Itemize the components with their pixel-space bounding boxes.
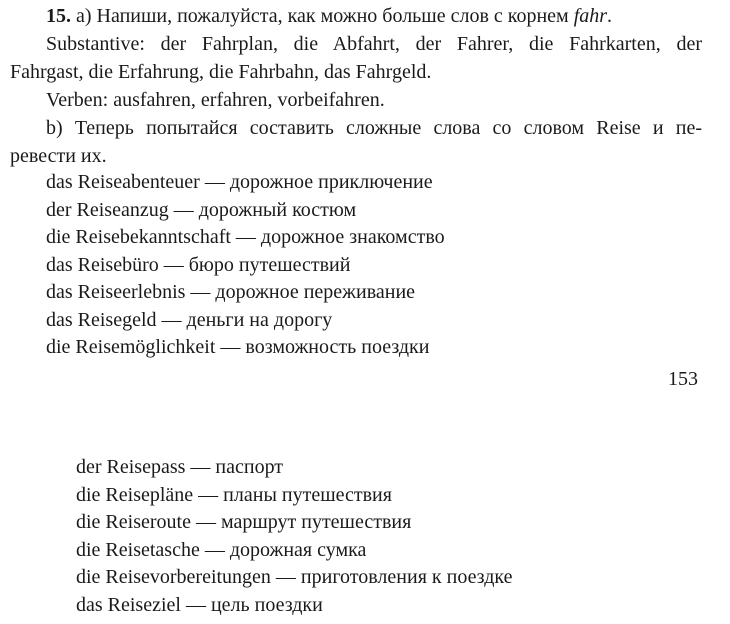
vocab-item: der Reisepass — паспорт xyxy=(76,456,284,478)
vocab-item: die Reisemöglichkeit — возможность поездки xyxy=(46,336,430,358)
verben-line: Verben: ausfahren, erfahren, vorbeifahren. xyxy=(46,89,385,111)
vocab-item: das Reiseabenteuer — дорожное приключение xyxy=(46,171,433,193)
part-b-line-1: b) Теперь попытайся составить сложные слова со словом Reise и пе- xyxy=(46,117,702,139)
page-number: 153 xyxy=(668,368,698,390)
vocab-item: die Reiseroute — маршрут путешествия xyxy=(76,511,412,533)
vocab-item: das Reisegeld — деньги на дорогу xyxy=(46,308,333,331)
part-b-line-2: ревести их. xyxy=(10,145,107,167)
vocab-item: das Reiseziel — цель поездки xyxy=(76,593,323,616)
vocab-list-page-1 xyxy=(46,170,445,363)
vocab-item: das Reisebüro — бюро путешествий xyxy=(46,253,351,276)
substantive-line-2: Fahrgast, die Erfahrung, die Fahrbahn, das Fahrgeld. xyxy=(10,61,432,83)
exercise-number: 15. xyxy=(46,5,71,27)
vocab-item: der Reiseanzug — дорожный костюм xyxy=(46,198,357,221)
substantive-line-1: Substantive: der Fahrplan, die Abfahrt, der Fahrer, die Fahrkarten, der xyxy=(46,33,702,55)
root-word: fahr xyxy=(573,5,608,27)
exercise-heading xyxy=(46,4,612,28)
vocab-list-page-2 xyxy=(76,455,513,620)
vocab-item: die Reisebekanntschaft — дорожное знакомство xyxy=(46,226,445,248)
vocab-item: die Reisetasche — дорожная сумка xyxy=(76,538,367,561)
part-a-period: . xyxy=(607,5,613,27)
vocab-item: die Reisepläne — планы путешествия xyxy=(76,483,392,506)
vocab-item: die Reisevorbereitungen — приготовления к поездке xyxy=(76,566,513,588)
part-a-prompt: a) Напиши, пожалуйста, как можно больше слов с корнем xyxy=(76,5,569,27)
vocab-item: das Reiseerlebnis — дорожное переживание xyxy=(46,281,416,303)
